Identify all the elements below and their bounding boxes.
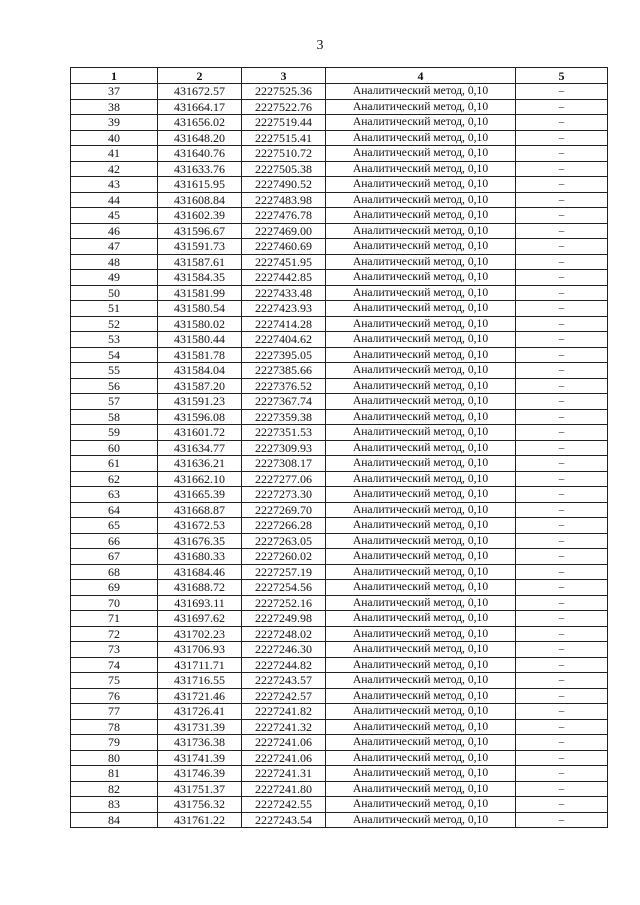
x-coordinate-cell: 431716.55 (158, 673, 242, 689)
method-accuracy-cell: Аналитический метод, 0,10 (326, 270, 516, 286)
table-row (71, 440, 608, 456)
point-number-cell: 82 (71, 781, 158, 797)
point-number-cell: 71 (71, 611, 158, 627)
y-coordinate-cell: 2227242.55 (242, 797, 326, 813)
table-row (71, 626, 608, 642)
method-accuracy-cell: Аналитический метод, 0,10 (326, 440, 516, 456)
y-coordinate-cell: 2227260.02 (242, 549, 326, 565)
y-coordinate-cell: 2227308.17 (242, 456, 326, 472)
point-number-cell: 57 (71, 394, 158, 410)
note-cell: – (516, 797, 608, 813)
note-cell: – (516, 409, 608, 425)
method-accuracy-cell: Аналитический метод, 0,10 (326, 518, 516, 534)
x-coordinate-cell: 431684.46 (158, 564, 242, 580)
coordinates-table (70, 67, 608, 828)
header-cell: 1 (71, 68, 158, 84)
x-coordinate-cell: 431591.23 (158, 394, 242, 410)
method-accuracy-cell: Аналитический метод, 0,10 (326, 502, 516, 518)
note-cell: – (516, 239, 608, 255)
table-row (71, 564, 608, 580)
x-coordinate-cell: 431731.39 (158, 719, 242, 735)
y-coordinate-cell: 2227241.31 (242, 766, 326, 782)
y-coordinate-cell: 2227525.36 (242, 84, 326, 100)
x-coordinate-cell: 431688.72 (158, 580, 242, 596)
x-coordinate-cell: 431672.53 (158, 518, 242, 534)
x-coordinate-cell: 431761.22 (158, 812, 242, 828)
point-number-cell: 46 (71, 223, 158, 239)
note-cell: – (516, 688, 608, 704)
y-coordinate-cell: 2227243.54 (242, 812, 326, 828)
method-accuracy-cell: Аналитический метод, 0,10 (326, 812, 516, 828)
method-accuracy-cell: Аналитический метод, 0,10 (326, 130, 516, 146)
point-number-cell: 43 (71, 177, 158, 193)
table-row (71, 223, 608, 239)
x-coordinate-cell: 431636.21 (158, 456, 242, 472)
y-coordinate-cell: 2227266.28 (242, 518, 326, 534)
x-coordinate-cell: 431656.02 (158, 115, 242, 131)
x-coordinate-cell: 431596.67 (158, 223, 242, 239)
note-cell: – (516, 642, 608, 658)
table-row (71, 378, 608, 394)
method-accuracy-cell: Аналитический метод, 0,10 (326, 781, 516, 797)
point-number-cell: 75 (71, 673, 158, 689)
point-number-cell: 83 (71, 797, 158, 813)
table-row (71, 735, 608, 751)
note-cell: – (516, 332, 608, 348)
table-row (71, 394, 608, 410)
x-coordinate-cell: 431726.41 (158, 704, 242, 720)
y-coordinate-cell: 2227249.98 (242, 611, 326, 627)
x-coordinate-cell: 431587.20 (158, 378, 242, 394)
point-number-cell: 44 (71, 192, 158, 208)
table-row (71, 595, 608, 611)
method-accuracy-cell: Аналитический метод, 0,10 (326, 456, 516, 472)
x-coordinate-cell: 431706.93 (158, 642, 242, 658)
table-row (71, 812, 608, 828)
point-number-cell: 50 (71, 285, 158, 301)
point-number-cell: 60 (71, 440, 158, 456)
point-number-cell: 67 (71, 549, 158, 565)
method-accuracy-cell: Аналитический метод, 0,10 (326, 626, 516, 642)
table-row (71, 254, 608, 270)
point-number-cell: 64 (71, 502, 158, 518)
method-accuracy-cell: Аналитический метод, 0,10 (326, 704, 516, 720)
table-row (71, 502, 608, 518)
note-cell: – (516, 347, 608, 363)
point-number-cell: 38 (71, 99, 158, 115)
point-number-cell: 41 (71, 146, 158, 162)
y-coordinate-cell: 2227241.06 (242, 735, 326, 751)
method-accuracy-cell: Аналитический метод, 0,10 (326, 285, 516, 301)
method-accuracy-cell: Аналитический метод, 0,10 (326, 192, 516, 208)
table-row (71, 285, 608, 301)
x-coordinate-cell: 431634.77 (158, 440, 242, 456)
table-row (71, 84, 608, 100)
note-cell: – (516, 549, 608, 565)
y-coordinate-cell: 2227252.16 (242, 595, 326, 611)
table-row (71, 766, 608, 782)
y-coordinate-cell: 2227277.06 (242, 471, 326, 487)
table-row (71, 611, 608, 627)
method-accuracy-cell: Аналитический метод, 0,10 (326, 766, 516, 782)
point-number-cell: 42 (71, 161, 158, 177)
method-accuracy-cell: Аналитический метод, 0,10 (326, 673, 516, 689)
method-accuracy-cell: Аналитический метод, 0,10 (326, 239, 516, 255)
method-accuracy-cell: Аналитический метод, 0,10 (326, 115, 516, 131)
y-coordinate-cell: 2227414.28 (242, 316, 326, 332)
point-number-cell: 80 (71, 750, 158, 766)
header-cell: 3 (242, 68, 326, 84)
header-cell: 4 (326, 68, 516, 84)
method-accuracy-cell: Аналитический метод, 0,10 (326, 177, 516, 193)
method-accuracy-cell: Аналитический метод, 0,10 (326, 735, 516, 751)
table-row (71, 270, 608, 286)
table-row (71, 642, 608, 658)
x-coordinate-cell: 431756.32 (158, 797, 242, 813)
note-cell: – (516, 580, 608, 596)
header-cell: 2 (158, 68, 242, 84)
note-cell: – (516, 673, 608, 689)
point-number-cell: 53 (71, 332, 158, 348)
table-row (71, 781, 608, 797)
table-body (71, 84, 608, 828)
y-coordinate-cell: 2227423.93 (242, 301, 326, 317)
method-accuracy-cell: Аналитический метод, 0,10 (326, 363, 516, 379)
method-accuracy-cell: Аналитический метод, 0,10 (326, 797, 516, 813)
note-cell: – (516, 440, 608, 456)
note-cell: – (516, 502, 608, 518)
x-coordinate-cell: 431736.38 (158, 735, 242, 751)
x-coordinate-cell: 431693.11 (158, 595, 242, 611)
note-cell: – (516, 735, 608, 751)
x-coordinate-cell: 431741.39 (158, 750, 242, 766)
x-coordinate-cell: 431648.20 (158, 130, 242, 146)
note-cell: – (516, 301, 608, 317)
method-accuracy-cell: Аналитический метод, 0,10 (326, 564, 516, 580)
x-coordinate-cell: 431584.35 (158, 270, 242, 286)
point-number-cell: 56 (71, 378, 158, 394)
point-number-cell: 65 (71, 518, 158, 534)
note-cell: – (516, 611, 608, 627)
x-coordinate-cell: 431668.87 (158, 502, 242, 518)
x-coordinate-cell: 431664.17 (158, 99, 242, 115)
table-row (71, 161, 608, 177)
point-number-cell: 61 (71, 456, 158, 472)
x-coordinate-cell: 431746.39 (158, 766, 242, 782)
method-accuracy-cell: Аналитический метод, 0,10 (326, 657, 516, 673)
point-number-cell: 58 (71, 409, 158, 425)
note-cell: – (516, 316, 608, 332)
y-coordinate-cell: 2227476.78 (242, 208, 326, 224)
x-coordinate-cell: 431721.46 (158, 688, 242, 704)
x-coordinate-cell: 431702.23 (158, 626, 242, 642)
method-accuracy-cell: Аналитический метод, 0,10 (326, 378, 516, 394)
y-coordinate-cell: 2227351.53 (242, 425, 326, 441)
note-cell: – (516, 657, 608, 673)
y-coordinate-cell: 2227246.30 (242, 642, 326, 658)
table-row (71, 347, 608, 363)
y-coordinate-cell: 2227241.32 (242, 719, 326, 735)
note-cell: – (516, 456, 608, 472)
method-accuracy-cell: Аналитический метод, 0,10 (326, 84, 516, 100)
point-number-cell: 40 (71, 130, 158, 146)
y-coordinate-cell: 2227460.69 (242, 239, 326, 255)
x-coordinate-cell: 431672.57 (158, 84, 242, 100)
point-number-cell: 51 (71, 301, 158, 317)
point-number-cell: 78 (71, 719, 158, 735)
table-row (71, 146, 608, 162)
table-row (71, 99, 608, 115)
y-coordinate-cell: 2227244.82 (242, 657, 326, 673)
x-coordinate-cell: 431580.44 (158, 332, 242, 348)
table-row (71, 549, 608, 565)
table-row (71, 471, 608, 487)
y-coordinate-cell: 2227442.85 (242, 270, 326, 286)
y-coordinate-cell: 2227241.80 (242, 781, 326, 797)
note-cell: – (516, 471, 608, 487)
table-row (71, 673, 608, 689)
y-coordinate-cell: 2227451.95 (242, 254, 326, 270)
note-cell: – (516, 115, 608, 131)
method-accuracy-cell: Аналитический метод, 0,10 (326, 347, 516, 363)
point-number-cell: 62 (71, 471, 158, 487)
x-coordinate-cell: 431581.78 (158, 347, 242, 363)
point-number-cell: 52 (71, 316, 158, 332)
table-row (71, 688, 608, 704)
point-number-cell: 74 (71, 657, 158, 673)
note-cell: – (516, 223, 608, 239)
note-cell: – (516, 533, 608, 549)
note-cell: – (516, 518, 608, 534)
y-coordinate-cell: 2227519.44 (242, 115, 326, 131)
y-coordinate-cell: 2227483.98 (242, 192, 326, 208)
note-cell: – (516, 363, 608, 379)
point-number-cell: 69 (71, 580, 158, 596)
y-coordinate-cell: 2227404.62 (242, 332, 326, 348)
y-coordinate-cell: 2227505.38 (242, 161, 326, 177)
point-number-cell: 79 (71, 735, 158, 751)
point-number-cell: 68 (71, 564, 158, 580)
table-row (71, 657, 608, 673)
point-number-cell: 49 (71, 270, 158, 286)
x-coordinate-cell: 431665.39 (158, 487, 242, 503)
method-accuracy-cell: Аналитический метод, 0,10 (326, 425, 516, 441)
table-row (71, 704, 608, 720)
point-number-cell: 47 (71, 239, 158, 255)
y-coordinate-cell: 2227510.72 (242, 146, 326, 162)
x-coordinate-cell: 431676.35 (158, 533, 242, 549)
point-number-cell: 77 (71, 704, 158, 720)
table-row (71, 425, 608, 441)
x-coordinate-cell: 431697.62 (158, 611, 242, 627)
x-coordinate-cell: 431596.08 (158, 409, 242, 425)
method-accuracy-cell: Аналитический метод, 0,10 (326, 549, 516, 565)
table-header-row (71, 68, 608, 84)
table-row (71, 239, 608, 255)
y-coordinate-cell: 2227490.52 (242, 177, 326, 193)
x-coordinate-cell: 431711.71 (158, 657, 242, 673)
x-coordinate-cell: 431602.39 (158, 208, 242, 224)
y-coordinate-cell: 2227522.76 (242, 99, 326, 115)
method-accuracy-cell: Аналитический метод, 0,10 (326, 642, 516, 658)
note-cell: – (516, 99, 608, 115)
method-accuracy-cell: Аналитический метод, 0,10 (326, 161, 516, 177)
x-coordinate-cell: 431640.76 (158, 146, 242, 162)
note-cell: – (516, 812, 608, 828)
note-cell: – (516, 425, 608, 441)
y-coordinate-cell: 2227241.82 (242, 704, 326, 720)
y-coordinate-cell: 2227309.93 (242, 440, 326, 456)
y-coordinate-cell: 2227385.66 (242, 363, 326, 379)
note-cell: – (516, 177, 608, 193)
note-cell: – (516, 766, 608, 782)
point-number-cell: 72 (71, 626, 158, 642)
x-coordinate-cell: 431751.37 (158, 781, 242, 797)
note-cell: – (516, 192, 608, 208)
x-coordinate-cell: 431680.33 (158, 549, 242, 565)
table-row (71, 409, 608, 425)
x-coordinate-cell: 431633.76 (158, 161, 242, 177)
method-accuracy-cell: Аналитический метод, 0,10 (326, 394, 516, 410)
note-cell: – (516, 254, 608, 270)
x-coordinate-cell: 431601.72 (158, 425, 242, 441)
note-cell: – (516, 270, 608, 286)
y-coordinate-cell: 2227243.57 (242, 673, 326, 689)
point-number-cell: 81 (71, 766, 158, 782)
y-coordinate-cell: 2227433.48 (242, 285, 326, 301)
y-coordinate-cell: 2227254.56 (242, 580, 326, 596)
method-accuracy-cell: Аналитический метод, 0,10 (326, 316, 516, 332)
x-coordinate-cell: 431608.84 (158, 192, 242, 208)
y-coordinate-cell: 2227359.38 (242, 409, 326, 425)
point-number-cell: 39 (71, 115, 158, 131)
y-coordinate-cell: 2227376.52 (242, 378, 326, 394)
method-accuracy-cell: Аналитический метод, 0,10 (326, 208, 516, 224)
table-row (71, 130, 608, 146)
point-number-cell: 59 (71, 425, 158, 441)
note-cell: – (516, 130, 608, 146)
note-cell: – (516, 84, 608, 100)
point-number-cell: 73 (71, 642, 158, 658)
point-number-cell: 45 (71, 208, 158, 224)
point-number-cell: 55 (71, 363, 158, 379)
note-cell: – (516, 595, 608, 611)
table-row (71, 750, 608, 766)
method-accuracy-cell: Аналитический метод, 0,10 (326, 750, 516, 766)
x-coordinate-cell: 431581.99 (158, 285, 242, 301)
method-accuracy-cell: Аналитический метод, 0,10 (326, 146, 516, 162)
y-coordinate-cell: 2227273.30 (242, 487, 326, 503)
y-coordinate-cell: 2227241.06 (242, 750, 326, 766)
y-coordinate-cell: 2227263.05 (242, 533, 326, 549)
note-cell: – (516, 564, 608, 580)
table-row (71, 456, 608, 472)
method-accuracy-cell: Аналитический метод, 0,10 (326, 301, 516, 317)
x-coordinate-cell: 431580.02 (158, 316, 242, 332)
note-cell: – (516, 626, 608, 642)
note-cell: – (516, 781, 608, 797)
method-accuracy-cell: Аналитический метод, 0,10 (326, 580, 516, 596)
method-accuracy-cell: Аналитический метод, 0,10 (326, 688, 516, 704)
method-accuracy-cell: Аналитический метод, 0,10 (326, 533, 516, 549)
table-row (71, 316, 608, 332)
method-accuracy-cell: Аналитический метод, 0,10 (326, 409, 516, 425)
method-accuracy-cell: Аналитический метод, 0,10 (326, 223, 516, 239)
note-cell: – (516, 378, 608, 394)
table-row (71, 192, 608, 208)
y-coordinate-cell: 2227257.19 (242, 564, 326, 580)
method-accuracy-cell: Аналитический метод, 0,10 (326, 332, 516, 348)
table-row (71, 363, 608, 379)
table-row (71, 115, 608, 131)
x-coordinate-cell: 431580.54 (158, 301, 242, 317)
y-coordinate-cell: 2227469.00 (242, 223, 326, 239)
method-accuracy-cell: Аналитический метод, 0,10 (326, 611, 516, 627)
y-coordinate-cell: 2227395.05 (242, 347, 326, 363)
table-row (71, 580, 608, 596)
point-number-cell: 63 (71, 487, 158, 503)
y-coordinate-cell: 2227367.74 (242, 394, 326, 410)
table-row (71, 533, 608, 549)
y-coordinate-cell: 2227242.57 (242, 688, 326, 704)
table-row (71, 719, 608, 735)
y-coordinate-cell: 2227515.41 (242, 130, 326, 146)
table-row (71, 332, 608, 348)
y-coordinate-cell: 2227269.70 (242, 502, 326, 518)
point-number-cell: 66 (71, 533, 158, 549)
point-number-cell: 84 (71, 812, 158, 828)
y-coordinate-cell: 2227248.02 (242, 626, 326, 642)
method-accuracy-cell: Аналитический метод, 0,10 (326, 719, 516, 735)
note-cell: – (516, 719, 608, 735)
table-row (71, 177, 608, 193)
x-coordinate-cell: 431591.73 (158, 239, 242, 255)
note-cell: – (516, 487, 608, 503)
table-row (71, 301, 608, 317)
point-number-cell: 70 (71, 595, 158, 611)
method-accuracy-cell: Аналитический метод, 0,10 (326, 99, 516, 115)
point-number-cell: 76 (71, 688, 158, 704)
note-cell: – (516, 146, 608, 162)
page-number: 3 (316, 38, 324, 53)
x-coordinate-cell: 431584.04 (158, 363, 242, 379)
note-cell: – (516, 394, 608, 410)
method-accuracy-cell: Аналитический метод, 0,10 (326, 487, 516, 503)
note-cell: – (516, 208, 608, 224)
table-row (71, 208, 608, 224)
x-coordinate-cell: 431587.61 (158, 254, 242, 270)
method-accuracy-cell: Аналитический метод, 0,10 (326, 254, 516, 270)
note-cell: – (516, 750, 608, 766)
point-number-cell: 48 (71, 254, 158, 270)
table-row (71, 487, 608, 503)
x-coordinate-cell: 431662.10 (158, 471, 242, 487)
note-cell: – (516, 704, 608, 720)
table-row (71, 797, 608, 813)
method-accuracy-cell: Аналитический метод, 0,10 (326, 595, 516, 611)
x-coordinate-cell: 431615.95 (158, 177, 242, 193)
point-number-cell: 37 (71, 84, 158, 100)
note-cell: – (516, 161, 608, 177)
table-row (71, 518, 608, 534)
note-cell: – (516, 285, 608, 301)
method-accuracy-cell: Аналитический метод, 0,10 (326, 471, 516, 487)
point-number-cell: 54 (71, 347, 158, 363)
header-cell: 5 (516, 68, 608, 84)
